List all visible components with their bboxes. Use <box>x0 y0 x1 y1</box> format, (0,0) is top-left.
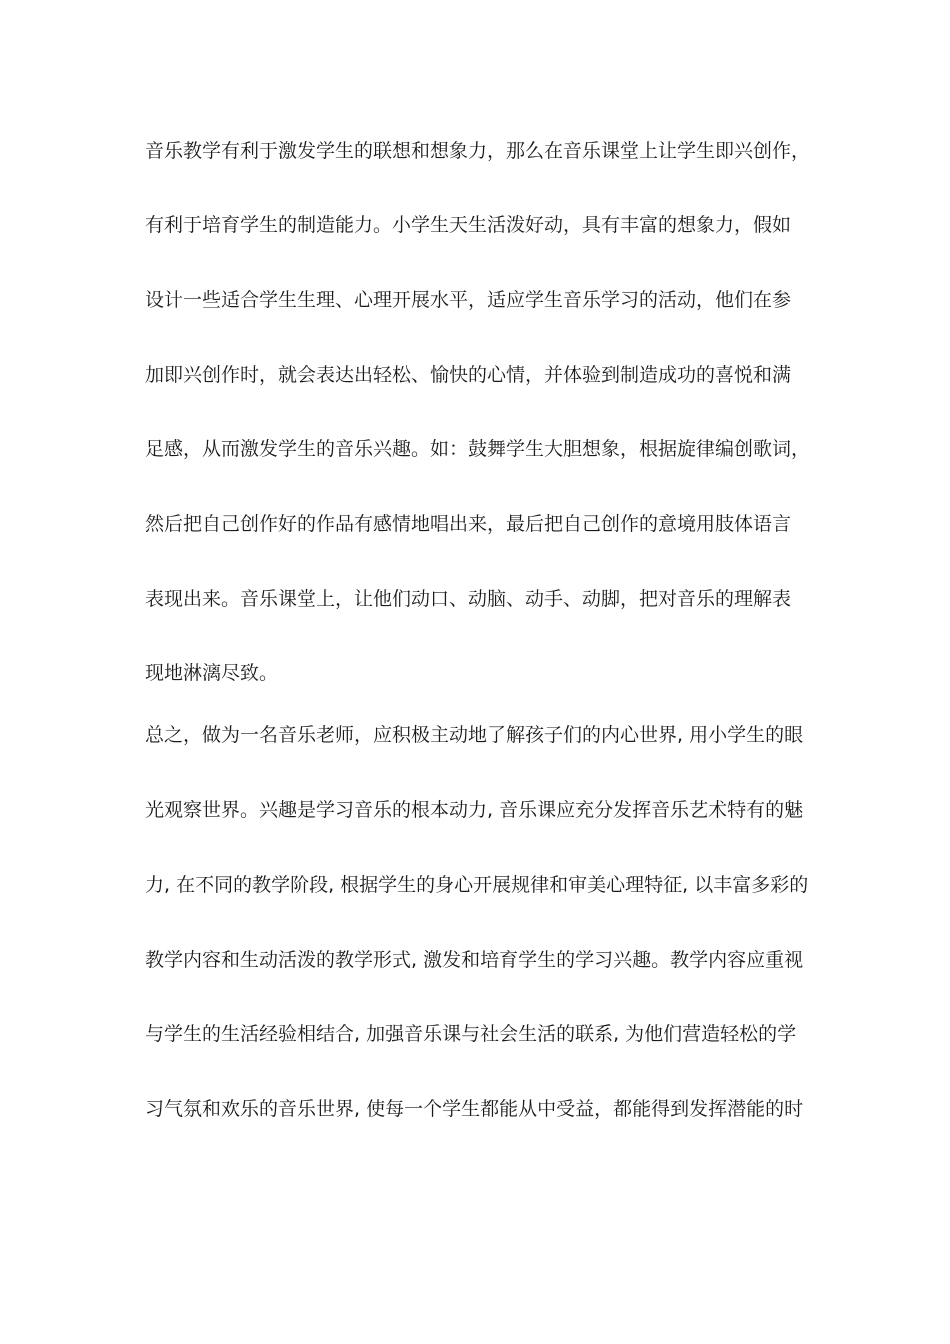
paragraph-1-line-2: 有利于培育学生的制造能力。小学生天生活泼好动，具有丰富的想象力，假如 <box>145 214 792 236</box>
paragraph-1-line-7: 表现出来。音乐课堂上，让他们动口、动脑、动手、动脚，把对音乐的理解表 <box>145 588 792 610</box>
paragraph-2-line-6: 习气氛和欢乐的音乐世界, 使每一个学生都能从中受益，都能得到发挥潜能的时 <box>145 1098 804 1120</box>
paragraph-1-line-5: 足感，从而激发学生的音乐兴趣。如：鼓舞学生大胆想象，根据旋律编创歌词， <box>145 438 811 460</box>
paragraph-1-line-3: 设计一些适合学生生理、心理开展水平，适应学生音乐学习的活动，他们在参 <box>145 289 792 311</box>
paragraph-1-line-8: 现地淋漓尽致。 <box>145 662 279 684</box>
paragraph-2-line-4: 教学内容和生动活泼的教学形式, 激发和培育学生的学习兴趣。教学内容应重视 <box>145 949 804 971</box>
paragraph-2-line-3: 力, 在不同的教学阶段, 根据学生的身心开展规律和审美心理特征, 以丰富多彩的 <box>145 874 809 896</box>
paragraph-1-line-6: 然后把自己创作好的作品有感情地唱出来，最后把自己创作的意境用肢体语言 <box>145 513 792 535</box>
paragraph-2-line-5: 与学生的生活经验相结合, 加强音乐课与社会生活的联系, 为他们营造轻松的学 <box>145 1023 797 1045</box>
paragraph-2-line-2: 光观察世界。兴趣是学习音乐的根本动力, 音乐课应充分发挥音乐艺术特有的魅 <box>145 799 804 821</box>
paragraph-1-line-1: 音乐教学有利于激发学生的联想和想象力，那么在音乐课堂上让学生即兴创作， <box>145 140 811 162</box>
paragraph-1-line-4: 加即兴创作时，就会表达出轻松、愉快的心情，并体验到制造成功的喜悦和满 <box>145 364 792 386</box>
paragraph-2-line-1: 总之，做为一名音乐老师，应积极主动地了解孩子们的内心世界, 用小学生的眼 <box>145 724 804 746</box>
